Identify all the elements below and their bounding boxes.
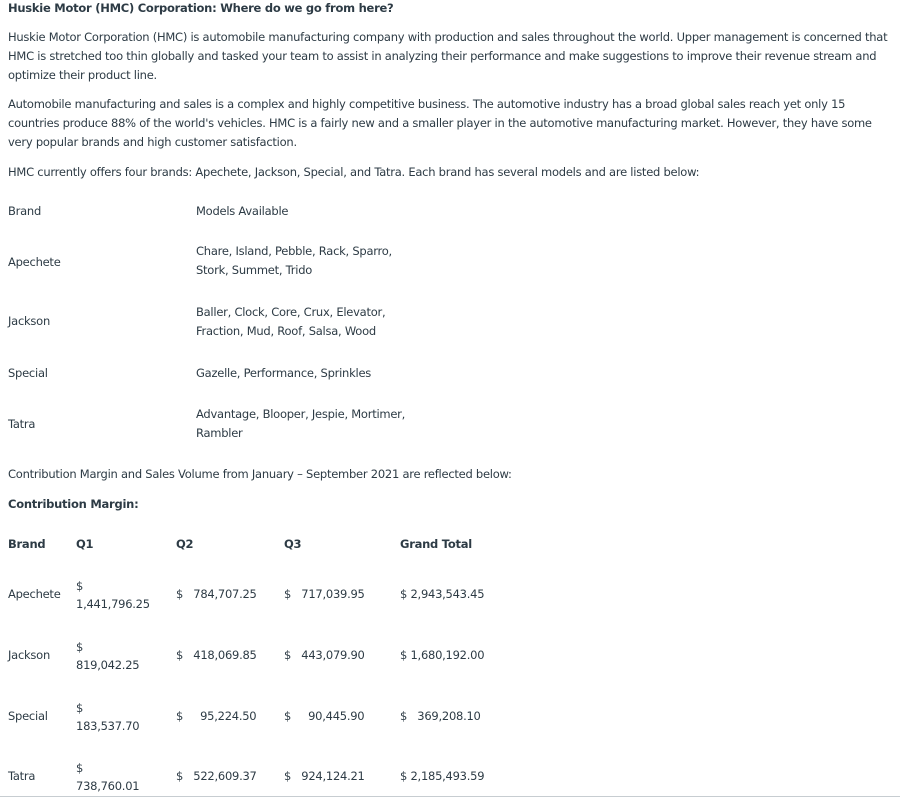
q3-header: Q3 <box>284 537 302 551</box>
brand-column-header: Brand <box>8 204 42 218</box>
contribution-heading: Contribution Margin: <box>8 497 139 511</box>
brand-name: Tatra <box>8 769 36 783</box>
brand-header: Brand <box>8 537 46 551</box>
page-title: Huskie Motor (HMC) Corporation: Where do we go from here? <box>8 1 394 15</box>
bottom-divider <box>0 796 900 797</box>
brand-name: Special <box>8 709 48 723</box>
brand-name: Apechete <box>8 255 61 269</box>
q1-currency: $ <box>76 761 84 775</box>
grand-total-header: Grand Total <box>400 537 472 551</box>
brand-name: Jackson <box>8 314 50 328</box>
q3-value: $ 717,039.95 <box>284 587 365 601</box>
q2-value: $ 522,609.37 <box>176 769 257 783</box>
grand-total-value: $ 2,185,493.59 <box>400 769 485 783</box>
contribution-intro: Contribution Margin and Sales Volume from January – September 2021 are reflected below: <box>8 467 512 481</box>
industry-paragraph: Automobile manufacturing and sales is a complex and highly competitive business. The automotive industry has a broad global sales reach yet only 15 countries produce 88% of the world's vehicles. HMC is a fairly new and a smaller player in the automotive manufacturing market. However, they have some very popular brands and high customer satisfaction. <box>8 97 872 149</box>
models-list: Gazelle, Performance, Sprinkles <box>196 366 372 380</box>
q1-currency: $ <box>76 640 84 654</box>
q1-value: 738,760.01 <box>76 779 140 793</box>
q2-value: $ 418,069.85 <box>176 648 257 662</box>
models-list: Baller, Clock, Core, Crux, Elevator, Fraction, Mud, Roof, Salsa, Wood <box>196 305 386 338</box>
brand-name: Special <box>8 366 48 380</box>
brand-name: Apechete <box>8 587 61 601</box>
q2-value: $ 784,707.25 <box>176 587 257 601</box>
grand-total-value: $ 1,680,192.00 <box>400 648 485 662</box>
q1-value: 1,441,796.25 <box>76 597 150 611</box>
q1-value: 819,042.25 <box>76 658 140 672</box>
brand-name: Tatra <box>8 417 36 431</box>
models-column-header: Models Available <box>196 204 289 218</box>
q2-header: Q2 <box>176 537 194 551</box>
q3-value: $ 924,124.21 <box>284 769 365 783</box>
q3-value: $ 90,445.90 <box>284 709 365 723</box>
q1-currency: $ <box>76 579 84 593</box>
q1-header: Q1 <box>76 537 94 551</box>
grand-total-value: $ 2,943,543.45 <box>400 587 485 601</box>
models-list: Chare, Island, Pebble, Rack, Sparro, Stork, Summet, Trido <box>196 244 392 277</box>
models-list: Advantage, Blooper, Jespie, Mortimer, Rambler <box>196 407 406 440</box>
q1-currency: $ <box>76 701 84 715</box>
brand-name: Jackson <box>8 648 50 662</box>
intro-paragraph: Huskie Motor Corporation (HMC) is automobile manufacturing company with production and sales throughout the world. Upper management is concerned that HMC is stretched too thin globally and tasked your team to assist in analyzing their performance and make suggestions to improve their revenue stream and optimize their product line. <box>8 30 888 82</box>
brands-paragraph: HMC currently offers four brands: Apechete, Jackson, Special, and Tatra. Each brand has several models and are listed below: <box>8 165 700 179</box>
grand-total-value: $ 369,208.10 <box>400 709 481 723</box>
q1-value: 183,537.70 <box>76 719 140 733</box>
q2-value: $ 95,224.50 <box>176 709 257 723</box>
q3-value: $ 443,079.90 <box>284 648 365 662</box>
